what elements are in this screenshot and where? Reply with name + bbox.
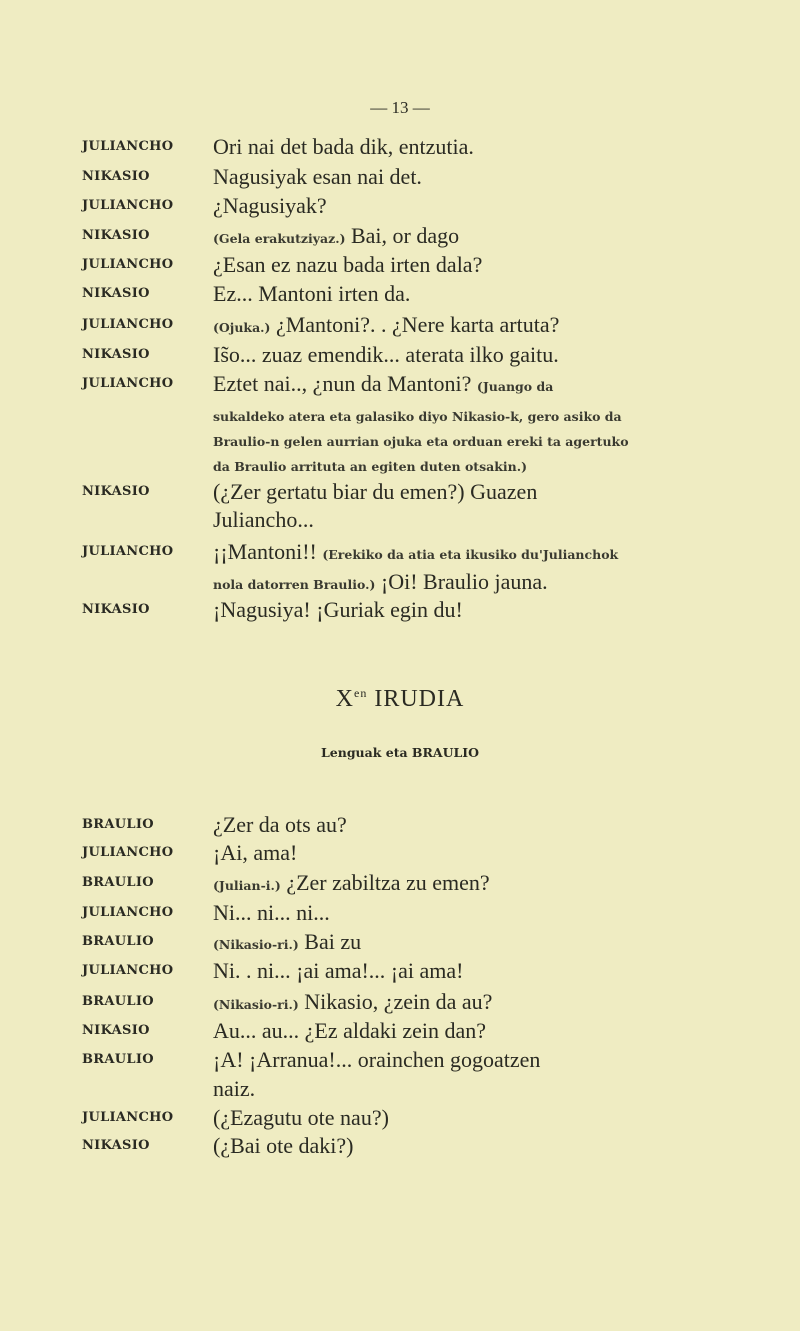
- stage-direction-continued: da Braulio arrituta an egiten duten otsakin.): [213, 459, 527, 474]
- line-text: [213, 1132, 673, 1160]
- speech-text: naiz.: [213, 1076, 256, 1101]
- dialogue-line: [0, 1046, 800, 1074]
- speaker-name: JULIANCHO: [82, 845, 174, 860]
- speech-text: ¿Zer zabiltza zu emen?: [286, 870, 490, 895]
- line-text: [213, 988, 673, 1019]
- speech-text: ¿Esan ez nazu bada irten dala?: [213, 252, 483, 277]
- dialogue-line: [0, 450, 800, 478]
- stage-direction: (Nikasio-ri.): [213, 997, 299, 1012]
- speaker-name: NIKASIO: [82, 169, 150, 184]
- stage-direction-continued: sukaldeko atera eta galasiko diyo Nikasio-k, gero asiko da: [213, 409, 622, 424]
- dialogue-line: [0, 811, 800, 839]
- page-number: — 13 —: [370, 98, 430, 117]
- line-text: [213, 568, 673, 599]
- dialogue-line: [0, 425, 800, 453]
- stage-direction: nola datorren Braulio.): [213, 577, 376, 592]
- line-text: [213, 1017, 673, 1045]
- dialogue-line: [0, 988, 800, 1016]
- speaker-name: NIKASIO: [82, 228, 150, 243]
- dialogue-line: [0, 538, 800, 566]
- line-text: [213, 1104, 673, 1132]
- dialogue-line: [0, 839, 800, 867]
- speech-text: Au... au... ¿Ez aldaki zein dan?: [213, 1018, 487, 1043]
- line-text: [213, 1046, 673, 1074]
- scene-title-text: IRUDIA: [374, 686, 465, 712]
- speaker-name: JULIANCHO: [82, 198, 174, 213]
- dialogue-line: [0, 400, 800, 428]
- line-text: [213, 311, 673, 342]
- speech-text: ¡Ai, ama!: [213, 840, 298, 865]
- line-text: [213, 280, 673, 308]
- dialogue-line: [0, 899, 800, 927]
- stage-direction: (Erekiko da atia eta ikusiko du'Julianchok: [322, 547, 619, 562]
- dialogue-line: [0, 869, 800, 897]
- line-text: [213, 222, 673, 253]
- stage-direction: (Nikasio-ri.): [213, 937, 299, 952]
- dialogue-line: [0, 1017, 800, 1045]
- speaker-name: NIKASIO: [82, 286, 150, 301]
- stage-direction-continued: Braulio-n gelen aurrian ojuka eta orduan ereki ta agertuko: [213, 434, 629, 449]
- dialogue-line: [0, 1132, 800, 1160]
- speaker-name: JULIANCHO: [82, 905, 174, 920]
- speaker-name: NIKASIO: [82, 484, 150, 499]
- dialogue-line: [0, 341, 800, 369]
- line-text: [213, 899, 673, 927]
- dialogue-line: [0, 280, 800, 308]
- speech-text: ¿Mantoni?. . ¿Nere karta artuta?: [275, 312, 560, 337]
- speech-text: Is̃o... zuaz emendik... aterata ilko gaitu.: [213, 342, 559, 367]
- line-text: [213, 869, 673, 900]
- stage-direction: (Julian-i.): [213, 878, 281, 893]
- line-text: [213, 596, 673, 624]
- speaker-name: NIKASIO: [82, 602, 150, 617]
- speaker-name: JULIANCHO: [82, 139, 174, 154]
- speech-text: (¿Zer gertatu biar du emen?) Guazen: [213, 479, 538, 504]
- speaker-name: NIKASIO: [82, 1138, 150, 1153]
- dialogue-line: [0, 222, 800, 250]
- speaker-name: BRAULIO: [82, 1052, 154, 1067]
- speech-text: Ni. . ni... ¡ai ama!... ¡ai ama!: [213, 958, 464, 983]
- scene-numeral: X: [335, 686, 354, 712]
- stage-direction: (Juango da: [476, 379, 554, 394]
- dialogue-line: [0, 596, 800, 624]
- dialogue-line: [0, 163, 800, 191]
- line-text: [213, 811, 673, 839]
- line-text: [213, 163, 673, 191]
- speech-text: ¿Zer da ots au?: [213, 812, 347, 837]
- speech-text: ¡Oi! Braulio jauna.: [380, 569, 548, 594]
- stage-direction: (Gela erakutziyaz.): [213, 231, 346, 246]
- line-text: [213, 251, 673, 279]
- speech-text: Nikasio, ¿zein da au?: [304, 989, 493, 1014]
- line-text: [213, 839, 673, 867]
- speech-text: Ori nai det bada dik, entzutia.: [213, 134, 474, 159]
- speaker-name: JULIANCHO: [82, 1110, 174, 1125]
- speaker-name: NIKASIO: [82, 1023, 150, 1038]
- line-text: [213, 478, 673, 506]
- dialogue-line: [0, 1104, 800, 1132]
- speaker-name: BRAULIO: [82, 994, 154, 1009]
- speech-text: Nagusiyak esan nai det.: [213, 164, 422, 189]
- speech-text: Ni... ni... ni...: [213, 900, 330, 925]
- line-text: [213, 538, 673, 569]
- dialogue-line: [0, 311, 800, 339]
- scene-title: [0, 686, 800, 713]
- speech-text: (¿Bai ote daki?): [213, 1133, 354, 1158]
- line-text: [213, 928, 673, 959]
- dialogue-line: [0, 568, 800, 596]
- line-text: [213, 450, 673, 481]
- line-text: [213, 133, 673, 161]
- scene-numeral-suffix: en: [354, 686, 368, 700]
- dialogue-line: [0, 192, 800, 220]
- speaker-name: NIKASIO: [82, 347, 150, 362]
- dialogue-line: [0, 251, 800, 279]
- dialogue-line: [0, 928, 800, 956]
- dialogue-line: [0, 133, 800, 161]
- line-text: [213, 1075, 673, 1103]
- dialogue-line: [0, 478, 800, 506]
- speaker-name: BRAULIO: [82, 934, 154, 949]
- dialogue-line: [0, 370, 800, 398]
- speech-text: Bai zu: [304, 929, 362, 954]
- speech-text: ¡Nagusiya! ¡Guriak egin du!: [213, 597, 463, 622]
- line-text: [213, 370, 673, 401]
- stage-direction: (Ojuka.): [213, 320, 271, 335]
- speech-text: Bai, or dago: [350, 223, 460, 248]
- speaker-name: BRAULIO: [82, 875, 154, 890]
- line-text: [213, 506, 673, 534]
- speech-text: ¡A! ¡Arranua!... orainchen gogoatzen: [213, 1047, 541, 1072]
- speaker-name: JULIANCHO: [82, 963, 174, 978]
- dialogue-line: [0, 506, 800, 534]
- speech-text: Ez... Mantoni irten da.: [213, 281, 411, 306]
- speaker-name: JULIANCHO: [82, 257, 174, 272]
- dialogue-line: [0, 957, 800, 985]
- line-text: [213, 192, 673, 220]
- speaker-name: JULIANCHO: [82, 317, 174, 332]
- speaker-name: JULIANCHO: [82, 544, 174, 559]
- scene-subtitle: Lenguak eta BRAULIO: [320, 745, 480, 760]
- speech-text: Eztet nai.., ¿nun da Mantoni?: [213, 371, 472, 396]
- speech-text: ¡¡Mantoni!!: [213, 539, 317, 564]
- speaker-name: BRAULIO: [82, 817, 154, 832]
- line-text: [213, 341, 673, 369]
- dialogue-line: [0, 1075, 800, 1103]
- speech-text: ¿Nagusiyak?: [213, 193, 327, 218]
- speech-text: (¿Ezagutu ote nau?): [213, 1105, 389, 1130]
- speaker-name: JULIANCHO: [82, 376, 174, 391]
- speech-text: Juliancho...: [213, 507, 314, 532]
- line-text: [213, 957, 673, 985]
